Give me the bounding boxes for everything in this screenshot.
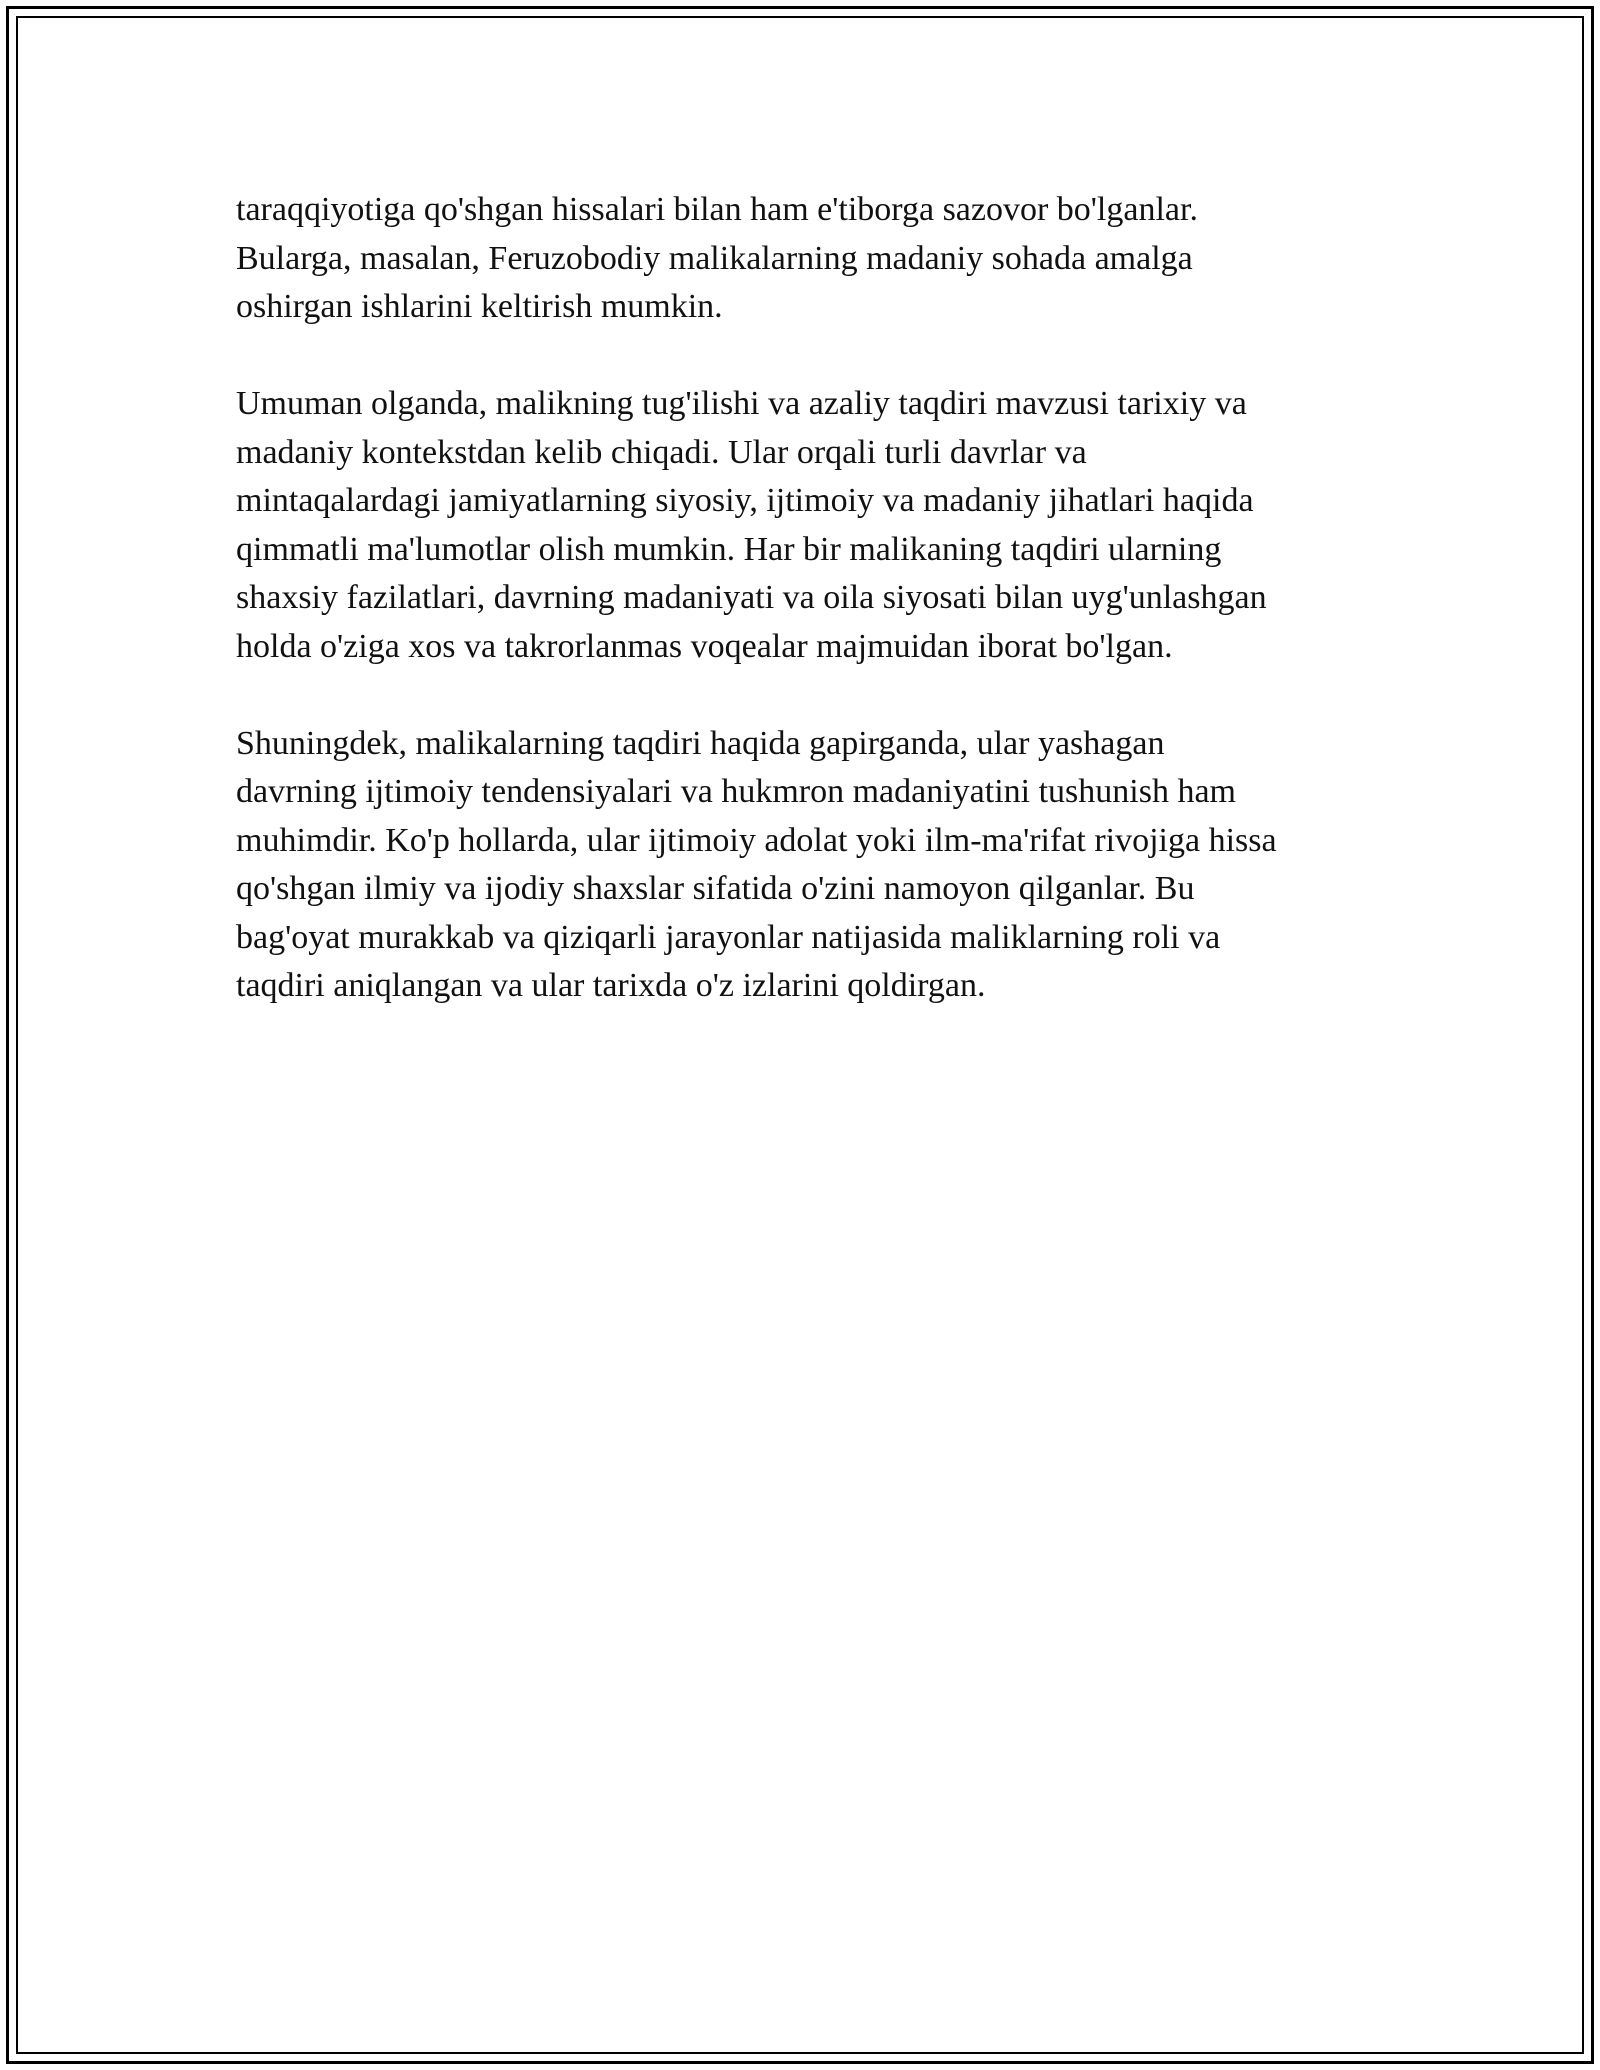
text-line: oshirgan ishlarini keltirish mumkin. [236,288,723,325]
paragraph-2 [236,380,1416,671]
paragraph-1 [236,186,1416,332]
text-line: taqdiri aniqlangan va ular tarixda o'z izlarini qoldirgan. [236,967,986,1004]
text-line: taraqqiyotiga qo'shgan hissalari bilan ham e'tiborga sazovor bo'lganlar. [236,191,1198,228]
text-line: Umuman olganda, malikning tug'ilishi va azaliy taqdiri mavzusi tarixiy va [236,385,1247,422]
text-line: mintaqalardagi jamiyatlarning siyosiy, ijtimoiy va madaniy jihatlari haqida [236,482,1254,519]
text-line: muhimdir. Ko'p hollarda, ular ijtimoiy adolat yoki ilm-ma'rifat rivojiga hissa [236,821,1277,859]
text-line: qo'shgan ilmiy va ijodiy shaxslar sifatida o'zini namoyon qilganlar. Bu [236,870,1195,907]
text-line: holda o'ziga xos va takrorlanmas voqealar majmuidan iborat bo'lgan. [236,627,1173,665]
text-line: Bularga, masalan, Feruzobodiy malikalarning madaniy sohada amalga [236,239,1193,277]
text-line: bag'oyat murakkab va qiziqarli jarayonlar natijasida maliklarning roli va [236,918,1221,956]
text-line: madaniy kontekstdan kelib chiqadi. Ular orqali turli davrlar va [236,433,1087,471]
paragraph-3 [236,720,1416,1011]
text-line: shaxsiy fazilatlari, davrning madaniyati va oila siyosati bilan uyg'unlashgan [236,579,1267,616]
text-line: davrning ijtimoiy tendensiyalari va hukmron madaniyatini tushunish ham [236,773,1236,810]
document-body [236,186,1416,1059]
text-line: qimmatli ma'lumotlar olish mumkin. Har bir malikaning taqdiri ularning [236,530,1222,568]
text-line: Shuningdek, malikalarning taqdiri haqida gapirganda, ular yashagan [236,724,1165,762]
